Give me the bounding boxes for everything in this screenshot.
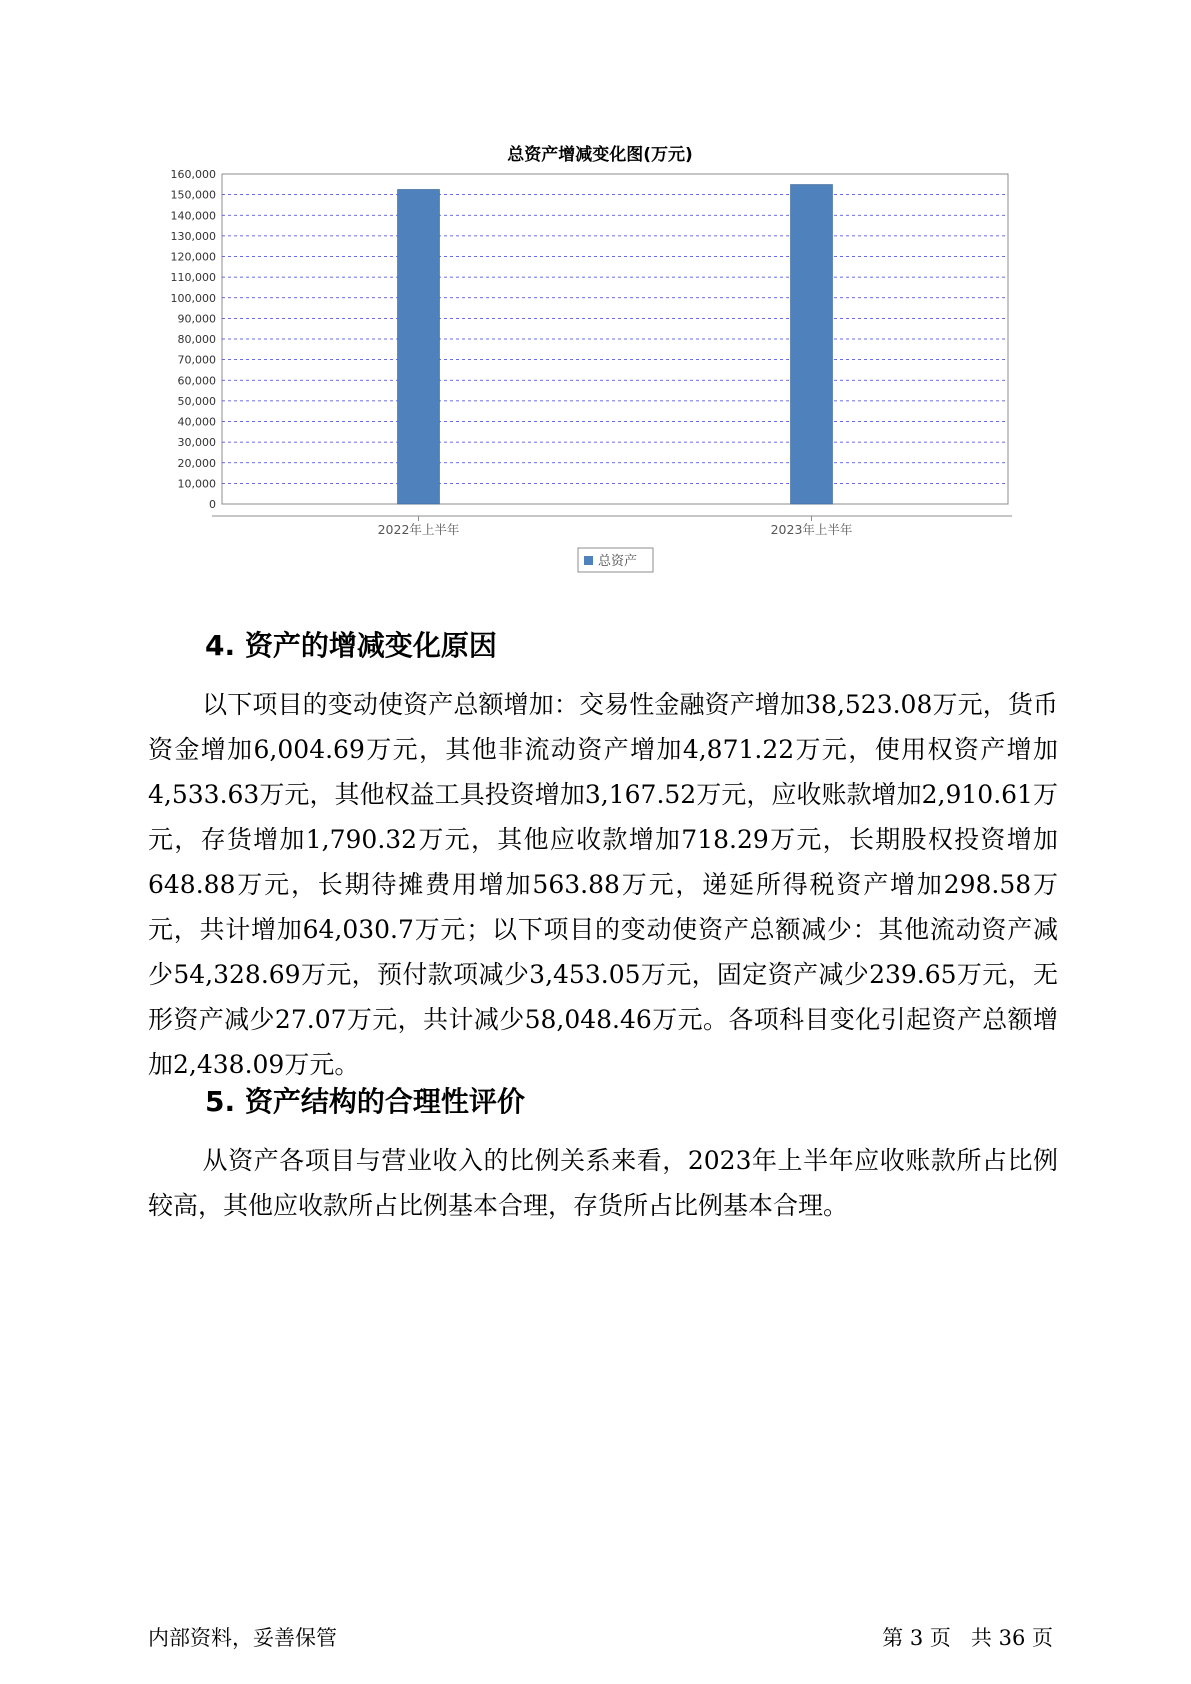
y-tick-label: 90,000 bbox=[177, 312, 216, 326]
y-tick-label: 160,000 bbox=[170, 170, 216, 181]
y-tick-label: 120,000 bbox=[170, 250, 216, 264]
y-tick-label: 130,000 bbox=[170, 229, 216, 243]
section-4-paragraph bbox=[148, 682, 1058, 1087]
section-4-heading: 4. 资产的增减变化原因 bbox=[205, 629, 497, 662]
y-tick-label: 30,000 bbox=[177, 436, 216, 450]
x-tick-label: 2023年上半年 bbox=[770, 522, 853, 537]
section-5-heading: 5. 资产结构的合理性评价 bbox=[205, 1085, 525, 1118]
section-4-text: 以下项目的变动使资产总额增加：交易性金融资产增加38,523.08万元，货币资金增加6,004.69万元，其他非流动资产增加4,871.22万元，使用权资产增加4,533.63万元，其他权益工具投资增加3,167.52万元，应收账款增加2,910.61万元，存货增加1,790.32万元，其他应收款增加718.29万元，长期股权投资增加648.88万元，长期待摊费用增加563.88万元，递延所得税资产增加298.58万元，共计增加64,030.7万元；以下项目的变动使资产总额减少：其他流动资产减少54,328.69万元，预付款项减少3,453.05万元，固定资产减少239.65万元，无形资产减少27.07万元，共计减少58,048.46万元。各项科目变化引起资产总额增加2,438.09万元。 bbox=[148, 690, 1058, 1079]
legend-label: 总资产 bbox=[598, 554, 638, 569]
asset-change-chart bbox=[150, 140, 1050, 600]
bar bbox=[791, 185, 833, 504]
y-tick-label: 80,000 bbox=[177, 333, 216, 346]
y-tick-label: 50,000 bbox=[177, 394, 216, 408]
footer-confidential: 内部资料，妥善保管 bbox=[148, 1626, 337, 1650]
section-5-text: 从资产各项目与营业收入的比例关系来看，2023年上半年应收账款所占比例较高，其他应收款所占比例基本合理，存货所占比例基本合理。 bbox=[148, 1146, 1058, 1220]
legend-swatch bbox=[584, 556, 593, 565]
chart-title: 总资产增减变化图(万元) bbox=[507, 145, 693, 165]
y-tick-label: 150,000 bbox=[170, 188, 216, 202]
y-tick-label: 20,000 bbox=[177, 456, 216, 470]
y-tick-label: 0 bbox=[209, 498, 216, 511]
x-tick-label: 2022年上半年 bbox=[377, 522, 460, 537]
footer-page-number: 第 3 页 共 36 页 bbox=[882, 1626, 1053, 1650]
y-tick-label: 40,000 bbox=[177, 415, 216, 429]
y-tick-label: 10,000 bbox=[177, 477, 216, 491]
y-tick-label: 60,000 bbox=[177, 374, 216, 388]
y-tick-label: 70,000 bbox=[177, 353, 216, 367]
y-tick-label: 100,000 bbox=[170, 291, 216, 305]
y-tick-label: 110,000 bbox=[170, 271, 216, 285]
section-5-paragraph bbox=[148, 1138, 1058, 1228]
y-tick-label: 140,000 bbox=[170, 209, 216, 223]
chart-svg bbox=[150, 170, 1050, 600]
bar bbox=[398, 189, 440, 504]
